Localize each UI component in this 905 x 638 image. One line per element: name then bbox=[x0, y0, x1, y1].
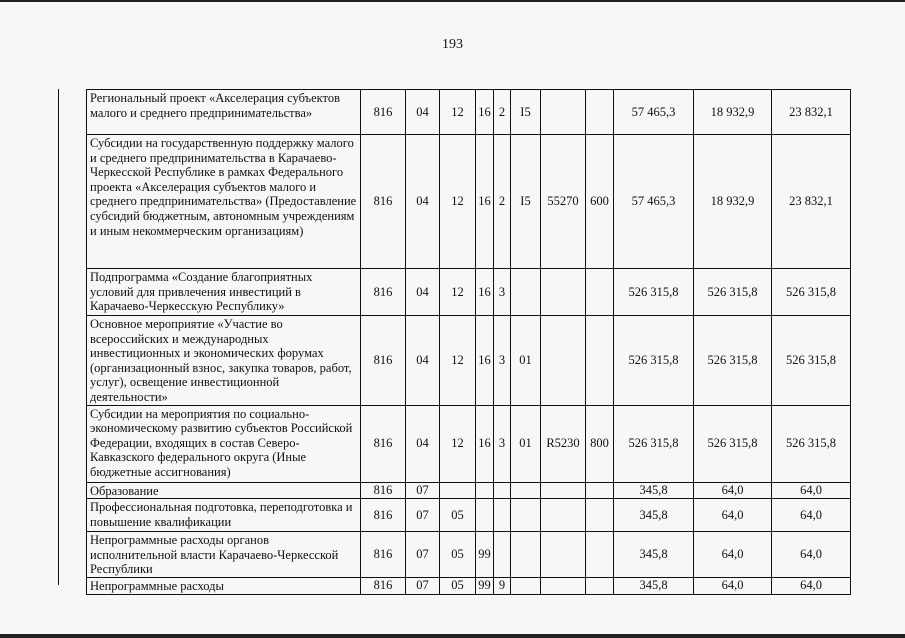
table-row bbox=[87, 135, 851, 269]
table-row bbox=[87, 269, 851, 316]
section-code: 07 bbox=[406, 499, 440, 532]
target-code-3: 01 bbox=[511, 405, 541, 482]
amount-year-3: 23 832,1 bbox=[772, 90, 851, 135]
target-code-3 bbox=[511, 269, 541, 316]
row-name: Региональный проект «Акселерация субъектов малого и среднего предпринимательства» bbox=[87, 90, 361, 135]
admin-code: 816 bbox=[361, 405, 406, 482]
target-code-4: 55270 bbox=[541, 135, 586, 269]
amount-year-2: 526 315,8 bbox=[694, 316, 772, 406]
top-border-line bbox=[0, 0, 905, 2]
amount-year-2: 526 315,8 bbox=[694, 405, 772, 482]
target-code-4 bbox=[541, 90, 586, 135]
target-code-1: 16 bbox=[476, 405, 494, 482]
subsection-code: 05 bbox=[440, 577, 476, 594]
row-name: Профессиональная подготовка, переподготовка и повышение квалификации bbox=[87, 499, 361, 532]
admin-code: 816 bbox=[361, 90, 406, 135]
amount-year-2: 64,0 bbox=[694, 499, 772, 532]
expense-type-code bbox=[586, 269, 614, 316]
section-code: 07 bbox=[406, 482, 440, 499]
row-name: Образование bbox=[87, 482, 361, 499]
budget-table bbox=[86, 89, 851, 595]
target-code-4 bbox=[541, 577, 586, 594]
target-code-4 bbox=[541, 269, 586, 316]
target-code-1: 16 bbox=[476, 135, 494, 269]
subsection-code bbox=[440, 482, 476, 499]
amount-year-1: 57 465,3 bbox=[614, 90, 694, 135]
target-code-3: 01 bbox=[511, 316, 541, 406]
section-code: 07 bbox=[406, 577, 440, 594]
section-code: 04 bbox=[406, 316, 440, 406]
table-row bbox=[87, 316, 851, 406]
section-code: 04 bbox=[406, 90, 440, 135]
row-name: Субсидии на государственную поддержку малого и среднего предпринимательства в Карачаево-Черкесской Республике в рамках Федерального проекта «Акселерация субъектов малого и среднего предпринимательства» (Предоставление субсидий бюджетным, автономным учреждениям и иным некоммерческим организациям) bbox=[87, 135, 361, 269]
subsection-code: 12 bbox=[440, 405, 476, 482]
table-row bbox=[87, 90, 851, 135]
target-code-2 bbox=[494, 482, 511, 499]
amount-year-2: 64,0 bbox=[694, 577, 772, 594]
row-name: Основное мероприятие «Участие во всероссийских и международных инвестиционных и экономических форумах (организационный взнос, закупка товаров, работ, услуг), освещение инвестиционной деятельности» bbox=[87, 316, 361, 406]
expense-type-code bbox=[586, 499, 614, 532]
target-code-4 bbox=[541, 482, 586, 499]
expense-type-code bbox=[586, 577, 614, 594]
section-code: 04 bbox=[406, 405, 440, 482]
target-code-4 bbox=[541, 532, 586, 578]
amount-year-3: 64,0 bbox=[772, 482, 851, 499]
amount-year-3: 64,0 bbox=[772, 532, 851, 578]
amount-year-1: 526 315,8 bbox=[614, 269, 694, 316]
target-code-1 bbox=[476, 499, 494, 532]
page-number: 193 bbox=[442, 37, 463, 52]
target-code-1: 16 bbox=[476, 316, 494, 406]
subsection-code: 05 bbox=[440, 499, 476, 532]
expense-type-code bbox=[586, 90, 614, 135]
subsection-code: 05 bbox=[440, 532, 476, 578]
admin-code: 816 bbox=[361, 135, 406, 269]
section-code: 07 bbox=[406, 532, 440, 578]
row-name: Непрограммные расходы органов исполнительной власти Карачаево-Черкесской Республики bbox=[87, 532, 361, 578]
target-code-1: 99 bbox=[476, 532, 494, 578]
section-code: 04 bbox=[406, 135, 440, 269]
amount-year-1: 57 465,3 bbox=[614, 135, 694, 269]
amount-year-2: 64,0 bbox=[694, 482, 772, 499]
amount-year-2: 64,0 bbox=[694, 532, 772, 578]
amount-year-3: 64,0 bbox=[772, 577, 851, 594]
amount-year-3: 23 832,1 bbox=[772, 135, 851, 269]
row-name: Субсидии на мероприятия по социально-экономическому развитию субъектов Российской Федерации, входящих в состав Северо-Кавказского федерального округа (Иные бюджетные ассигнования) bbox=[87, 405, 361, 482]
bottom-border-line bbox=[0, 634, 905, 638]
table-row bbox=[87, 482, 851, 499]
target-code-3 bbox=[511, 482, 541, 499]
target-code-2: 2 bbox=[494, 135, 511, 269]
target-code-4 bbox=[541, 316, 586, 406]
target-code-1: 16 bbox=[476, 269, 494, 316]
subsection-code: 12 bbox=[440, 90, 476, 135]
admin-code: 816 bbox=[361, 499, 406, 532]
target-code-1: 16 bbox=[476, 90, 494, 135]
amount-year-1: 345,8 bbox=[614, 499, 694, 532]
expense-type-code: 800 bbox=[586, 405, 614, 482]
amount-year-2: 18 932,9 bbox=[694, 135, 772, 269]
table-row bbox=[87, 499, 851, 532]
target-code-3: I5 bbox=[511, 90, 541, 135]
subsection-code: 12 bbox=[440, 135, 476, 269]
admin-code: 816 bbox=[361, 532, 406, 578]
subsection-code: 12 bbox=[440, 316, 476, 406]
amount-year-1: 345,8 bbox=[614, 482, 694, 499]
target-code-1: 99 bbox=[476, 577, 494, 594]
target-code-1 bbox=[476, 482, 494, 499]
expense-type-code bbox=[586, 482, 614, 499]
admin-code: 816 bbox=[361, 316, 406, 406]
amount-year-1: 345,8 bbox=[614, 577, 694, 594]
target-code-2 bbox=[494, 499, 511, 532]
row-name: Непрограммные расходы bbox=[87, 577, 361, 594]
target-code-2 bbox=[494, 532, 511, 578]
expense-type-code: 600 bbox=[586, 135, 614, 269]
left-margin-line bbox=[58, 89, 59, 585]
target-code-4 bbox=[541, 499, 586, 532]
amount-year-1: 526 315,8 bbox=[614, 316, 694, 406]
target-code-2: 3 bbox=[494, 316, 511, 406]
target-code-3 bbox=[511, 532, 541, 578]
target-code-4: R5230 bbox=[541, 405, 586, 482]
amount-year-3: 64,0 bbox=[772, 499, 851, 532]
target-code-3: I5 bbox=[511, 135, 541, 269]
target-code-2: 2 bbox=[494, 90, 511, 135]
target-code-3 bbox=[511, 499, 541, 532]
amount-year-3: 526 315,8 bbox=[772, 269, 851, 316]
row-name: Подпрограмма «Создание благоприятных условий для привлечения инвестиций в Карачаево-Черкесскую Республику» bbox=[87, 269, 361, 316]
target-code-2: 3 bbox=[494, 269, 511, 316]
admin-code: 816 bbox=[361, 269, 406, 316]
amount-year-3: 526 315,8 bbox=[772, 405, 851, 482]
table-row bbox=[87, 532, 851, 578]
expense-type-code bbox=[586, 316, 614, 406]
admin-code: 816 bbox=[361, 482, 406, 499]
table-row bbox=[87, 577, 851, 594]
amount-year-3: 526 315,8 bbox=[772, 316, 851, 406]
amount-year-1: 526 315,8 bbox=[614, 405, 694, 482]
expense-type-code bbox=[586, 532, 614, 578]
amount-year-2: 526 315,8 bbox=[694, 269, 772, 316]
subsection-code: 12 bbox=[440, 269, 476, 316]
amount-year-2: 18 932,9 bbox=[694, 90, 772, 135]
target-code-2: 3 bbox=[494, 405, 511, 482]
admin-code: 816 bbox=[361, 577, 406, 594]
table-row bbox=[87, 405, 851, 482]
target-code-2: 9 bbox=[494, 577, 511, 594]
amount-year-1: 345,8 bbox=[614, 532, 694, 578]
section-code: 04 bbox=[406, 269, 440, 316]
target-code-3 bbox=[511, 577, 541, 594]
